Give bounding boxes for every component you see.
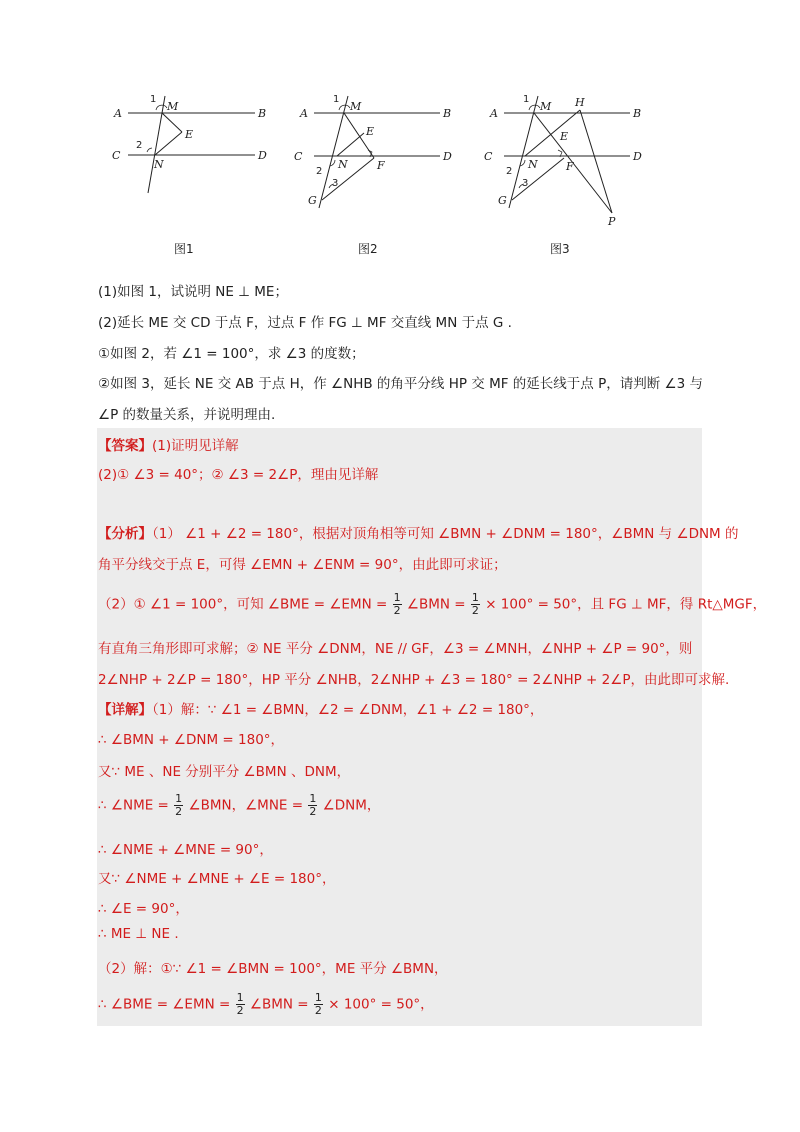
- question-part-2: (2)延长 ME 交 CD 于点 F，过点 F 作 FG ⊥ MF 交直线 MN 于点 G .: [98, 315, 512, 331]
- detail-line-3: 又∵ ME 、NE 分别平分 ∠BMN 、DNM，: [98, 764, 351, 780]
- fig2-label-G: G: [308, 194, 317, 207]
- fig3-label-M: M: [540, 100, 552, 113]
- figure-1: [110, 88, 280, 222]
- detail-text-4a: ∴ ∠NME =: [98, 797, 169, 814]
- fig3-label-P: P: [608, 215, 616, 228]
- detail-text-4b: ∠BMN，∠MNE =: [188, 797, 304, 814]
- fig2-label-M: M: [350, 100, 362, 113]
- detail-text-1: （1）解：∵ ∠1 = ∠BMN，∠2 = ∠DNM，∠1 + ∠2 = 180°，: [152, 702, 544, 718]
- fig1-label-N: N: [154, 158, 164, 171]
- figure-2: [292, 88, 462, 222]
- question-part-2b-line2: ∠P 的数量关系，并说明理由.: [98, 407, 276, 423]
- figure-3-caption: 图3: [550, 242, 570, 256]
- fig2-label-3: 3: [332, 178, 339, 189]
- detail-text-10b: ∠BMN =: [249, 996, 309, 1013]
- question-part-2b-line1: ②如图 3，延长 NE 交 AB 于点 H，作 ∠NHB 的角平分线 HP 交 MF 的延长线于点 P，请判断 ∠3 与: [98, 376, 703, 392]
- fig2-label-A: A: [300, 107, 308, 120]
- fig1-label-B: B: [258, 107, 267, 120]
- analysis-tag: 【分析】: [98, 526, 152, 542]
- fig3-label-E: E: [560, 130, 569, 143]
- solution-panel: [97, 428, 702, 1026]
- fig2-label-B: B: [443, 107, 452, 120]
- figure-3: [482, 88, 652, 232]
- analysis-line-4: 有直角三角形即可求解；② NE 平分 ∠DNM，NE // GF，∠3 = ∠MNH，∠NHP + ∠P = 90°，则: [98, 641, 693, 657]
- fig1-label-A: A: [114, 107, 122, 120]
- fig1-label-2: 2: [136, 140, 143, 151]
- fig3-label-B: B: [633, 107, 642, 120]
- fig2-label-1: 1: [333, 94, 340, 105]
- analysis-line-1: [98, 522, 739, 542]
- fraction-half: $\frac{1}{2}$: [471, 591, 479, 617]
- fig3-label-H: H: [575, 96, 585, 109]
- fig2-label-E: E: [366, 125, 375, 138]
- figure-1-caption: 图1: [174, 242, 194, 256]
- fig1-label-M: M: [167, 100, 179, 113]
- fig2-label-D: D: [443, 150, 452, 163]
- fraction-half: $\frac{1}{2}$: [309, 792, 317, 818]
- question-part-2a: ①如图 2，若 ∠1 = 100°，求 ∠3 的度数；: [98, 346, 365, 362]
- fig3-label-N: N: [528, 158, 538, 171]
- answer-line-1: [98, 434, 239, 454]
- analysis-text-3c: × 100° = 50°，且 FG ⊥ MF，得 Rt△MGF，: [485, 596, 767, 613]
- analysis-text-3b: ∠BMN =: [406, 596, 466, 613]
- detail-line-2: ∴ ∠BMN + ∠DNM = 180°，: [98, 732, 285, 748]
- detail-text-10a: ∴ ∠BME = ∠EMN =: [98, 996, 231, 1013]
- analysis-line-2: 角平分线交于点 E，可得 ∠EMN + ∠ENM = 90°，由此即可求证；: [98, 557, 507, 573]
- detail-line-6: 又∵ ∠NME + ∠MNE + ∠E = 180°，: [98, 871, 336, 887]
- fig3-label-1: 1: [523, 94, 530, 105]
- fraction-half: $\frac{1}{2}$: [393, 591, 401, 617]
- detail-line-7: ∴ ∠E = 90°，: [98, 901, 189, 917]
- answer-tag: 【答案】: [98, 438, 152, 454]
- fig1-label-C: C: [112, 149, 121, 162]
- fig2-label-2: 2: [316, 166, 323, 177]
- detail-text-10c: × 100° = 50°，: [328, 996, 434, 1013]
- figure-2-diagram: [292, 88, 462, 218]
- figure-2-caption: 图2: [358, 242, 378, 256]
- detail-line-5: ∴ ∠NME + ∠MNE = 90°，: [98, 842, 273, 858]
- figure-3-diagram: [482, 88, 652, 228]
- fig1-label-E: E: [185, 128, 194, 141]
- figure-1-diagram: [110, 88, 280, 218]
- detail-text-4c: ∠DNM，: [322, 797, 381, 814]
- analysis-text-1: （1） ∠1 + ∠2 = 180°，根据对顶角相等可知 ∠BMN + ∠DNM = 180°，∠BMN 与 ∠DNM 的: [152, 526, 739, 542]
- question-part-1: (1)如图 1，试说明 NE ⊥ ME；: [98, 284, 288, 300]
- fig3-label-A: A: [490, 107, 498, 120]
- fraction-half: $\frac{1}{2}$: [175, 792, 183, 818]
- fraction-half: $\frac{1}{2}$: [314, 991, 322, 1017]
- detail-line-8: ∴ ME ⊥ NE .: [98, 926, 179, 942]
- fig3-label-3: 3: [522, 178, 529, 189]
- detail-line-10: [98, 992, 434, 1017]
- answer-text-1: (1)证明见详解: [152, 438, 239, 454]
- fig1-label-1: 1: [150, 94, 157, 105]
- fraction-half: $\frac{1}{2}$: [236, 991, 244, 1017]
- fig2-label-N: N: [338, 158, 348, 171]
- detail-line-9: （2）解：①∵ ∠1 = ∠BMN = 100°，ME 平分 ∠BMN，: [98, 961, 448, 977]
- fig2-label-F: F: [377, 159, 385, 172]
- fig3-label-2: 2: [506, 166, 513, 177]
- fig3-label-D: D: [633, 150, 642, 163]
- analysis-line-3: [98, 592, 766, 617]
- fig1-label-D: D: [258, 149, 267, 162]
- detail-line-4: [98, 793, 380, 818]
- analysis-text-3a: （2）① ∠1 = 100°，可知 ∠BME = ∠EMN =: [98, 596, 388, 613]
- detail-line-1: [98, 698, 543, 718]
- fig3-label-G: G: [498, 194, 507, 207]
- answer-line-2: (2)① ∠3 = 40°；② ∠3 = 2∠P，理由见详解: [98, 467, 379, 483]
- analysis-line-5: 2∠NHP + 2∠P = 180°，HP 平分 ∠NHB，2∠NHP + ∠3 = 180° = 2∠NHP + 2∠P，由此即可求解.: [98, 672, 730, 688]
- fig2-label-C: C: [294, 150, 303, 163]
- fig3-label-F: F: [566, 160, 574, 173]
- fig3-label-C: C: [484, 150, 493, 163]
- detail-tag: 【详解】: [98, 702, 152, 718]
